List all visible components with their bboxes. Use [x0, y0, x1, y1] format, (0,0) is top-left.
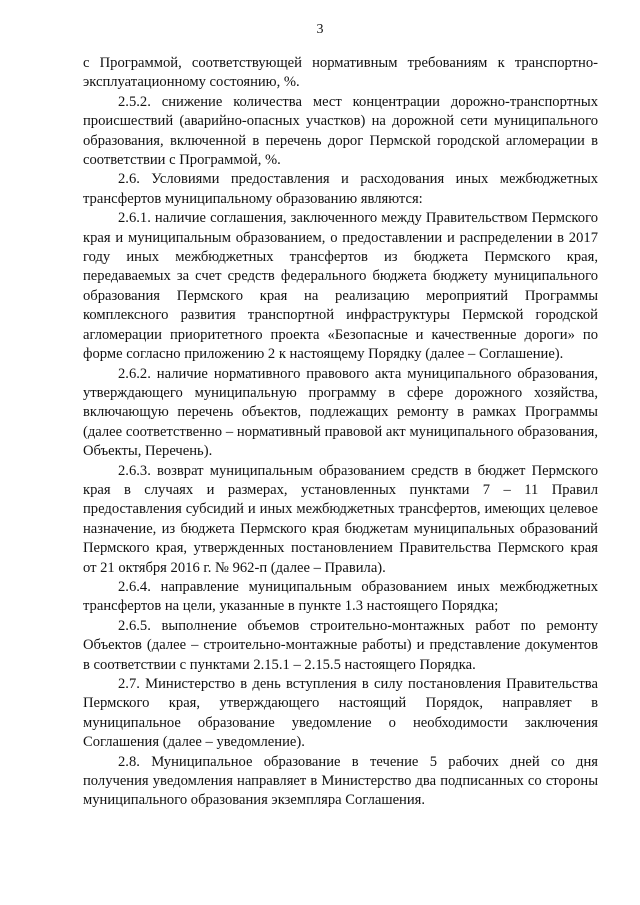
document-body [83, 54, 598, 811]
paragraph-2-6-4: 2.6.4. направление муниципальным образованием иных межбюджетных трансфертов на цели, указанные в пункте 1.3 настоящего Порядка; [83, 578, 598, 615]
paragraph-2-6: 2.6. Условиями предоставления и расходования иных межбюджетных трансфертов муниципальному образованию являются: [83, 171, 598, 207]
paragraph-2-6-2: 2.6.2. наличие нормативного правового акта муниципального образования, утверждающего муниципальную программу в сфере дорожного хозяйства, включающую перечень объектов, подлежащих ремонту в рамках Программы (далее соответственно – нормативный правовой акт муниципального образования, Объекты, Перечень). [83, 365, 598, 460]
paragraph-continuation: с Программой, соответствующей нормативным требованиям к транспортно-эксплуатационному состоянию, %. [83, 55, 598, 91]
paragraph-2-5-2: 2.5.2. снижение количества мест концентрации дорожно-транспортных происшествий (аварийно-опасных участков) на дорожной сети муниципального образования, включенной в перечень дорог Пермской городской агломерации в соответствии с Программой, %. [83, 93, 598, 169]
page-number: 3 [316, 22, 324, 37]
paragraph-2-6-5: 2.6.5. выполнение объемов строительно-монтажных работ по ремонту Объектов (далее – строительно-монтажные работы) и представление документов в соответствии с пунктами 2.15.1 – 2.15.5 настоящего Порядка. [83, 617, 598, 673]
paragraph-2-6-1: 2.6.1. наличие соглашения, заключенного между Правительством Пермского края и муниципальным образованием, о предоставлении и распределении в 2017 году иных межбюджетных трансфертов из бюджета Пермского края, передаваемых за счет средств федерального бюджета бюджету муниципального образования Пермского края на реализацию мероприятий Программы комплексного развития транспортной инфраструктуры Пермской городской агломерации приоритетного проекта «Безопасные и качественные дороги» по форме согласно приложению 2 к настоящему Порядку (далее – Соглашение). [83, 210, 598, 363]
paragraph-2-8: 2.8. Муниципальное образование в течение 5 рабочих дней со дня получения уведомления направляет в Министерство два подписанных со стороны муниципального образования экземпляра Соглашения. [83, 753, 598, 809]
paragraph-2-7: 2.7. Министерство в день вступления в силу постановления Правительства Пермского края, утверждающего настоящий Порядок, направляет в муниципальное образование уведомление о необходимости заключения Соглашения (далее – уведомление). [83, 676, 598, 751]
paragraph-2-6-3: 2.6.3. возврат муниципальным образованием средств в бюджет Пермского края в случаях и размерах, установленных пунктами 7 – 11 Правил предоставления субсидий и иных межбюджетных трансфертов, имеющих целевое назначение, из бюджета Пермского края бюджетам муниципальных образований Пермского края, утвержденных постановлением Правительства Пермского края от 21 октября 2016 г. № 962-п (далее – Правила). [83, 462, 598, 576]
